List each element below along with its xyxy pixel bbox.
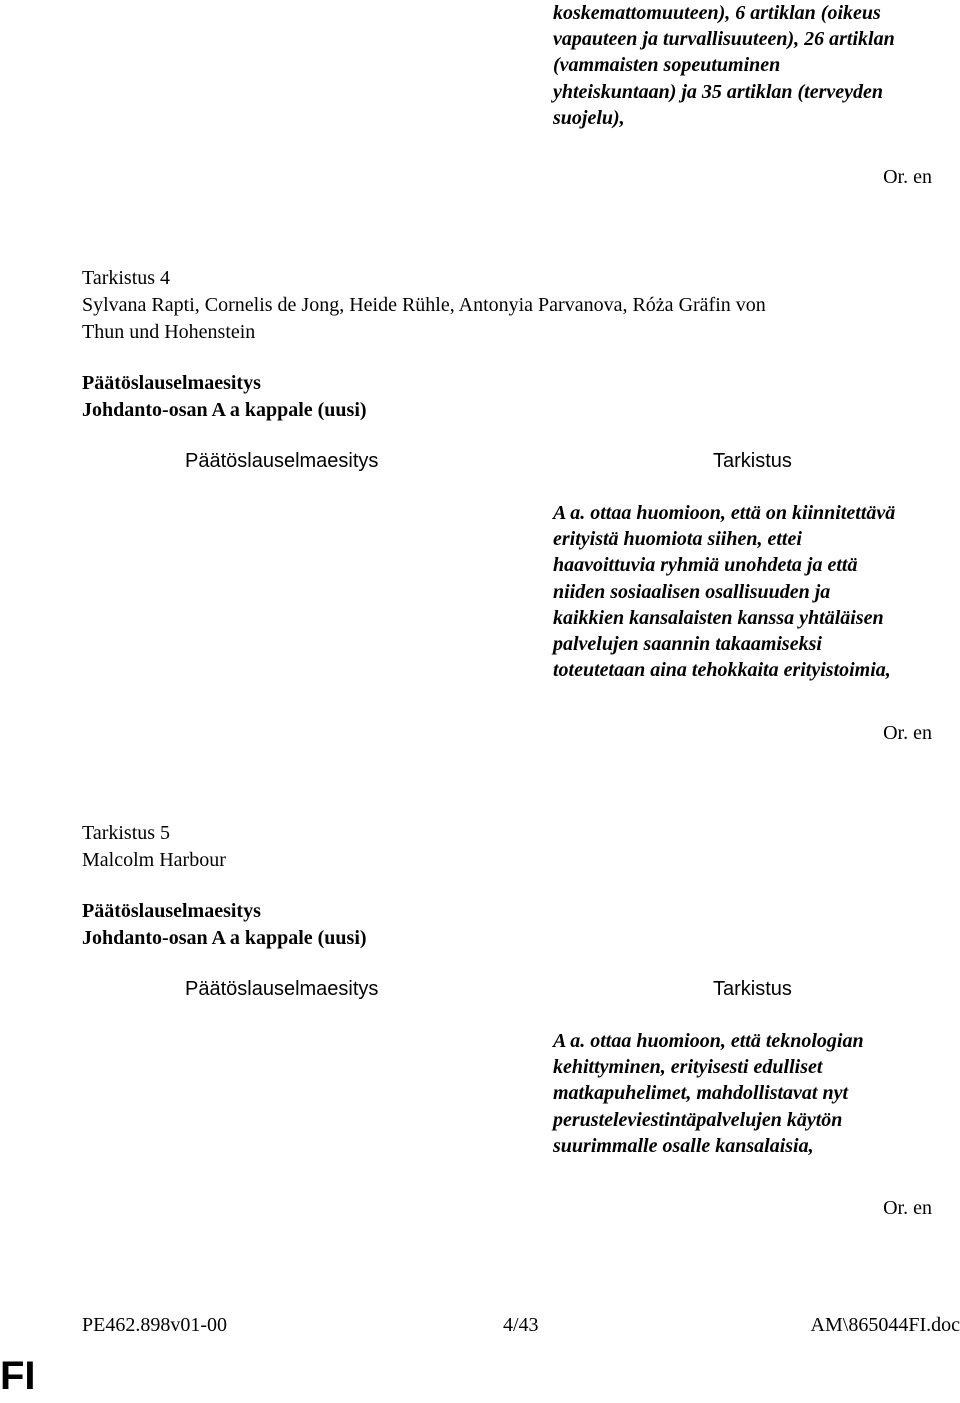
continuation-line: (vammaisten sopeutuminen [553, 54, 781, 77]
amendment-number: 5 [160, 822, 171, 844]
amendment-text-line: perusteleviestintäpalvelujen käytön [553, 1108, 843, 1131]
original-language-note: Or. en [883, 1197, 932, 1219]
amendment-text-line: haavoittuvia ryhmiä unohdeta ja että [553, 554, 858, 577]
original-language-note: Or. en [883, 722, 932, 744]
continuation-line: yhteiskuntaan) ja 35 artiklan (terveyden [553, 80, 883, 103]
amendment-text-line: kaikkien kansalaisten kanssa yhtäläisen [553, 606, 884, 629]
document-reference: Johdanto-osan A a kappale (uusi) [82, 399, 367, 421]
amendment-5-header [82, 820, 226, 874]
amendment-text [553, 500, 953, 683]
column-header-proposal: Päätöslauselmaesitys [185, 978, 379, 1000]
continuation-line: suojelu), [553, 106, 625, 129]
amendment-authors: Malcolm Harbour [82, 849, 226, 871]
document-reference: Johdanto-osan A a kappale (uusi) [82, 927, 367, 949]
document-title: Päätöslauselmaesitys [82, 900, 261, 922]
amendment-text-line: A a. ottaa huomioon, että teknologian [553, 1030, 864, 1052]
column-header-amendment: Tarkistus [713, 450, 792, 472]
footer-page-number: 4/43 [503, 1314, 539, 1336]
amendment-authors: Sylvana Rapti, Cornelis de Jong, Heide Rühle, Antonyia Parvanova, Róża Gräfin von [82, 294, 766, 316]
amendment-label: Tarkistus [82, 822, 156, 844]
original-language-note: Or. en [883, 166, 932, 188]
amendment-text-line: niiden sosiaalisen osallisuuden ja [553, 580, 831, 603]
amendment-text-line: matkapuhelimet, mahdollistavat nyt [553, 1082, 849, 1105]
amendment-text-line: erityistä huomiota siihen, ettei [553, 528, 802, 551]
amendment-text-line: kehittyminen, erityisesti edulliset [553, 1056, 823, 1079]
footer-file-name: AM\865044FI.doc [810, 1314, 960, 1336]
amendment-label: Tarkistus [82, 267, 156, 289]
amendment-4-header [82, 265, 766, 346]
amendment-text [553, 1028, 953, 1159]
amendment-5-reference [82, 898, 367, 952]
column-header-amendment: Tarkistus [713, 978, 792, 1000]
language-code: FI [0, 1354, 36, 1398]
amendment-text-line: A a. ottaa huomioon, että on kiinnitettävä [553, 502, 896, 524]
footer-doc-ref: PE462.898v01-00 [82, 1314, 227, 1336]
continuation-line: vapauteen ja turvallisuuteen), 26 artiklan [553, 28, 895, 51]
amendment-4-reference [82, 370, 367, 424]
continuation-line: koskemattomuuteen), 6 artiklan (oikeus [553, 2, 881, 24]
amendment-text-line: palvelujen saannin takaamiseksi [553, 633, 822, 656]
amendment-number: 4 [160, 267, 171, 289]
amendment-text-line: suurimmalle osalle kansalaisia, [553, 1134, 814, 1157]
amendment-text-line: toteutetaan aina tehokkaita erityistoimia, [553, 659, 891, 682]
document-title: Päätöslauselmaesitys [82, 372, 261, 394]
continuation-text [553, 0, 953, 131]
amendment-authors: Thun und Hohenstein [82, 321, 256, 343]
column-header-proposal: Päätöslauselmaesitys [185, 450, 379, 472]
